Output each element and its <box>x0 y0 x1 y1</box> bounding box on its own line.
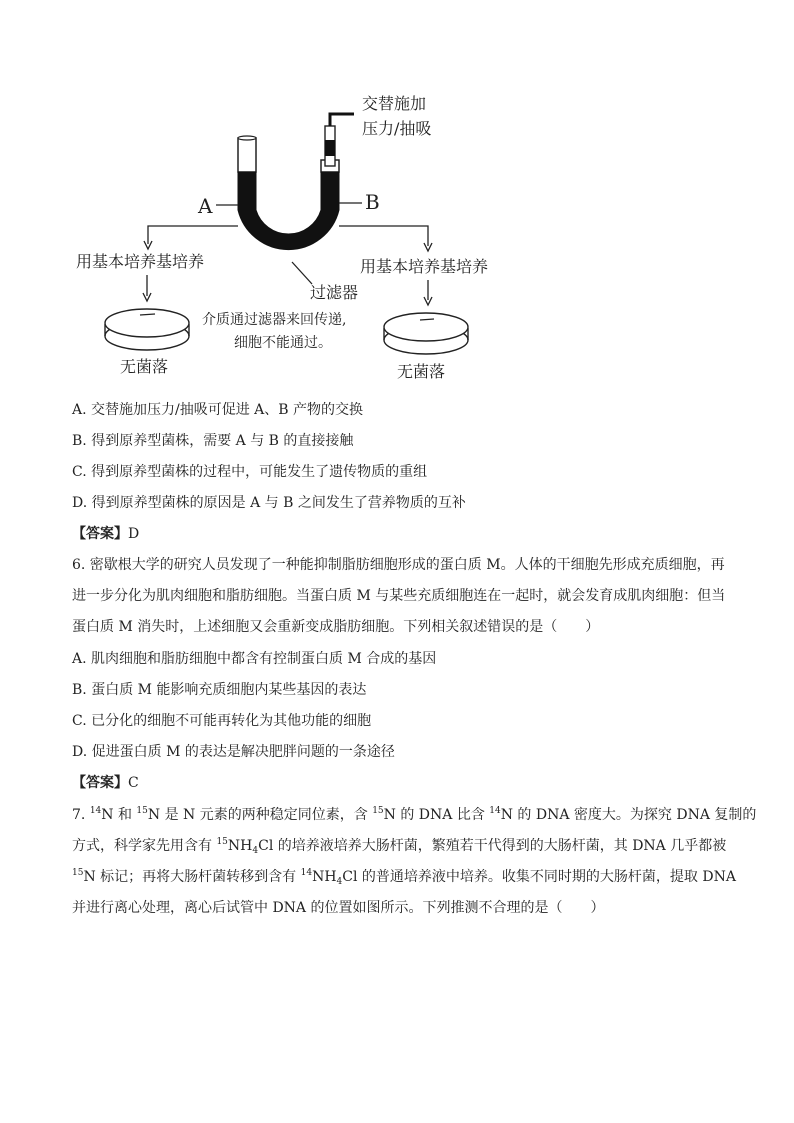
q5-option-c: C. 得到原养型菌株的过程中，可能发生了遗传物质的重组 <box>72 464 428 480</box>
q7-stem-line3: $^{15}$N 标记；再将大肠杆菌转移到含有 $^{14}NH_4Cl$ 的普通培养液中培养。收集不同时期的大肠杆菌，提取 DNA <box>72 868 736 887</box>
q6-stem-line1: 6. 密歇根大学的研究人员发现了一种能抑制脂肪细胞形成的蛋白质 M。人体的干细胞先形成充质细胞，再 <box>72 557 725 573</box>
right-branch-line <box>339 226 428 246</box>
answer-tag: 【答案】 <box>72 526 128 542</box>
q5-option-b: B. 得到原养型菌株，需要 A 与 B 的直接接触 <box>72 433 354 449</box>
q6-option-c: C. 已分化的细胞不可能再转化为其他功能的细胞 <box>72 713 372 729</box>
right-result-label: 无菌落 <box>397 362 446 381</box>
q6-stem-line2: 进一步分化为肌肉细胞和脂肪细胞。当蛋白质 M 与某些充质细胞连在一起时，就会发育成肌肉细胞：但当 <box>72 588 726 604</box>
q7-stem-line4: 并进行离心处理，离心后试管中 DNA 的位置如图所示。下列推测不合理的是（ ） <box>72 900 605 916</box>
left-petri-dish <box>105 309 189 350</box>
pump-label-line1: 交替施加 <box>362 94 427 113</box>
filter-label: 过滤器 <box>310 283 359 302</box>
q7-stem-line2: 方式，科学家先用含有 $^{15}NH_4Cl$ 的培养液培养大肠杆菌，繁殖若干代得到的大肠杆菌，其 DNA 几乎都被 <box>72 837 727 856</box>
u-tube-liquid <box>238 172 339 250</box>
filter-note-line2: 细胞不能通过。 <box>234 335 332 351</box>
pump-label-line2: 压力/抽吸 <box>362 119 432 138</box>
q6-option-d: D. 促进蛋白质 M 的表达是解决肥胖问题的一条途径 <box>72 744 395 760</box>
pump-piston <box>325 140 335 156</box>
left-arm-top <box>238 138 256 172</box>
left-result-label: 无菌落 <box>120 357 169 376</box>
filter-pointer <box>292 262 312 284</box>
left-medium-label: 用基本培养基培养 <box>76 252 205 271</box>
filter-note-line1: 介质通过滤器来回传递, <box>202 312 347 328</box>
q6-option-a: A. 肌肉细胞和脂肪细胞中都含有控制蛋白质 M 合成的基因 <box>72 651 437 667</box>
left-branch-line <box>148 226 238 244</box>
answer-value: C <box>128 775 139 791</box>
answer-tag: 【答案】 <box>72 775 128 791</box>
q7-stem-line1: 7. $^{14}$N 和 $^{15}$N 是 N 元素的两种稳定同位素，含 $^{15}$N 的 DNA 比含 $^{14}$N 的 DNA 密度大。为探究 DNA 复制的 <box>72 806 757 823</box>
label-a: A <box>198 194 213 218</box>
right-petri-dish <box>384 313 468 354</box>
u-tube-experiment-diagram <box>0 0 794 400</box>
q5-option-a: A. 交替施加压力/抽吸可促进 A、B 产物的交换 <box>72 402 364 418</box>
left-arm-opening <box>238 136 256 140</box>
q5-answer <box>72 524 139 544</box>
q6-answer <box>72 773 139 793</box>
label-b: B <box>365 190 380 214</box>
answer-value: D <box>128 526 140 542</box>
q6-stem-line3: 蛋白质 M 消失时，上述细胞又会重新变成脂肪细胞。下列相关叙述错误的是（ ） <box>72 619 600 635</box>
right-medium-label: 用基本培养基培养 <box>360 257 489 276</box>
pump-line <box>330 114 354 126</box>
q6-option-b: B. 蛋白质 M 能影响充质细胞内某些基因的表达 <box>72 682 367 698</box>
q5-option-d: D. 得到原养型菌株的原因是 A 与 B 之间发生了营养物质的互补 <box>72 495 466 511</box>
